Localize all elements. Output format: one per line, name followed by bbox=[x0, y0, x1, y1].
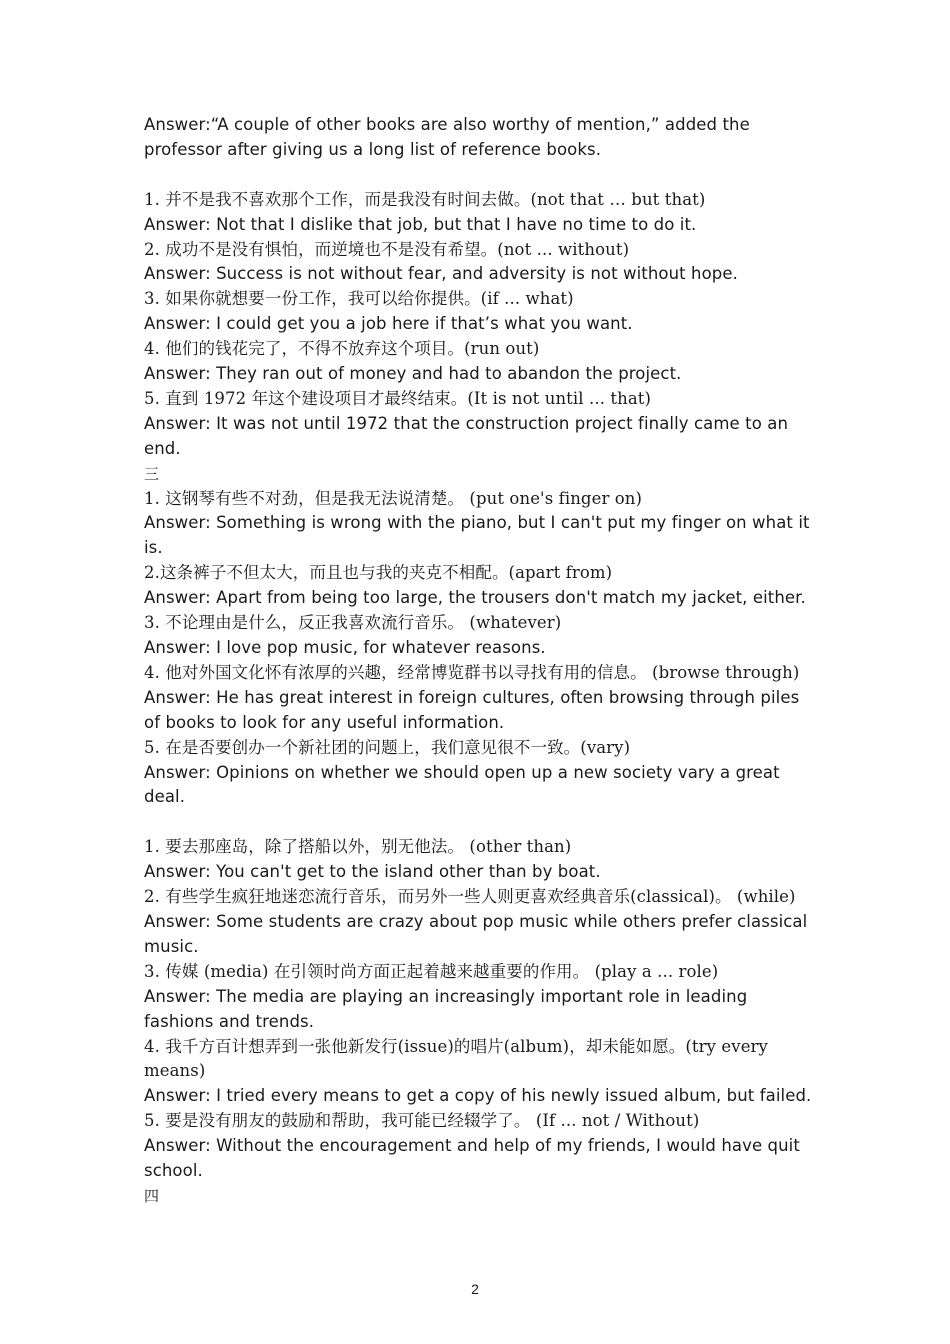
answer: Answer: Something is wrong with the piano, but I can't put my finger on what it is. bbox=[144, 513, 810, 558]
section-heading-4: 四 bbox=[144, 1186, 160, 1205]
question: 2.这条裤子不但太大，而且也与我的夹克不相配。(apart from) bbox=[144, 563, 613, 583]
blank-line bbox=[144, 163, 812, 188]
question: 1. 并不是我不喜欢那个工作，而是我没有时间去做。(not that … but that) bbox=[144, 189, 706, 209]
exercise-group-2 bbox=[144, 487, 812, 811]
question: 2. 有些学生疯狂地迷恋流行音乐，而另外一些人则更喜欢经典音乐(classical)。 (while) bbox=[144, 887, 796, 907]
question: 1. 要去那座岛，除了搭船以外，别无他法。 (other than) bbox=[144, 837, 572, 857]
answer: Answer: I could get you a job here if that’s what you want. bbox=[144, 314, 633, 334]
blank-line bbox=[144, 810, 812, 835]
page-number: 2 bbox=[471, 1281, 479, 1297]
question: 5. 直到 1972 年这个建设项目才最终结束。(It is not until ... that) bbox=[144, 388, 652, 408]
page-content bbox=[144, 113, 812, 1209]
question: 3. 如果你就想要一份工作，我可以给你提供。(if ... what) bbox=[144, 289, 574, 309]
question: 1. 这钢琴有些不对劲，但是我无法说清楚。 (put one's finger on) bbox=[144, 488, 643, 508]
answer: Answer: I tried every means to get a copy of his newly issued album, but failed. bbox=[144, 1086, 812, 1106]
intro-answer: Answer:“A couple of other books are also worthy of mention,” added the professor after giving us a long list of reference books. bbox=[144, 115, 750, 159]
question: 2. 成功不是没有惧怕，而逆境也不是没有希望。(not ... without) bbox=[144, 239, 630, 259]
question: 4. 我千方百计想弄到一张他新发行(issue)的唱片(album)，却未能如愿。(try every means) bbox=[144, 1036, 768, 1081]
answer: Answer: Without the encouragement and help of my friends, I would have quit school. bbox=[144, 1136, 800, 1181]
exercise-group-1 bbox=[144, 188, 812, 462]
answer: Answer: Apart from being too large, the trousers don't match my jacket, either. bbox=[144, 588, 806, 608]
question: 3. 传媒 (media) 在引领时尚方面正起着越来越重要的作用。 (play a ... role) bbox=[144, 961, 719, 981]
question: 3. 不论理由是什么，反正我喜欢流行音乐。 (whatever) bbox=[144, 613, 562, 633]
answer: Answer: The media are playing an increasingly important role in leading fashions and trends. bbox=[144, 986, 748, 1031]
answer: Answer: It was not until 1972 that the construction project finally came to an end. bbox=[144, 413, 789, 458]
answer: Answer: I love pop music, for whatever reasons. bbox=[144, 638, 546, 658]
question: 4. 他对外国文化怀有浓厚的兴趣，经常博览群书以寻找有用的信息。 (browse through) bbox=[144, 662, 800, 682]
answer: Answer: Opinions on whether we should open up a new society vary a great deal. bbox=[144, 762, 780, 807]
answer: Answer: You can't get to the island other than by boat. bbox=[144, 862, 601, 882]
question: 5. 在是否要创办一个新社团的问题上，我们意见很不一致。(vary) bbox=[144, 737, 631, 757]
question: 5. 要是没有朋友的鼓励和帮助，我可能已经辍学了。 (If ... not / Without) bbox=[144, 1111, 700, 1131]
section-heading-3: 三 bbox=[144, 464, 160, 483]
answer: Answer: Success is not without fear, and adversity is not without hope. bbox=[144, 264, 738, 284]
answer: Answer: Not that I dislike that job, but that I have no time to do it. bbox=[144, 214, 697, 234]
question: 4. 他们的钱花完了，不得不放弃这个项目。(run out) bbox=[144, 339, 540, 359]
exercise-group-3 bbox=[144, 835, 812, 1184]
answer: Answer: They ran out of money and had to abandon the project. bbox=[144, 364, 682, 384]
answer: Answer: Some students are crazy about pop music while others prefer classical music. bbox=[144, 911, 808, 956]
answer: Answer: He has great interest in foreign cultures, often browsing through piles of books to look for any useful information. bbox=[144, 687, 800, 732]
